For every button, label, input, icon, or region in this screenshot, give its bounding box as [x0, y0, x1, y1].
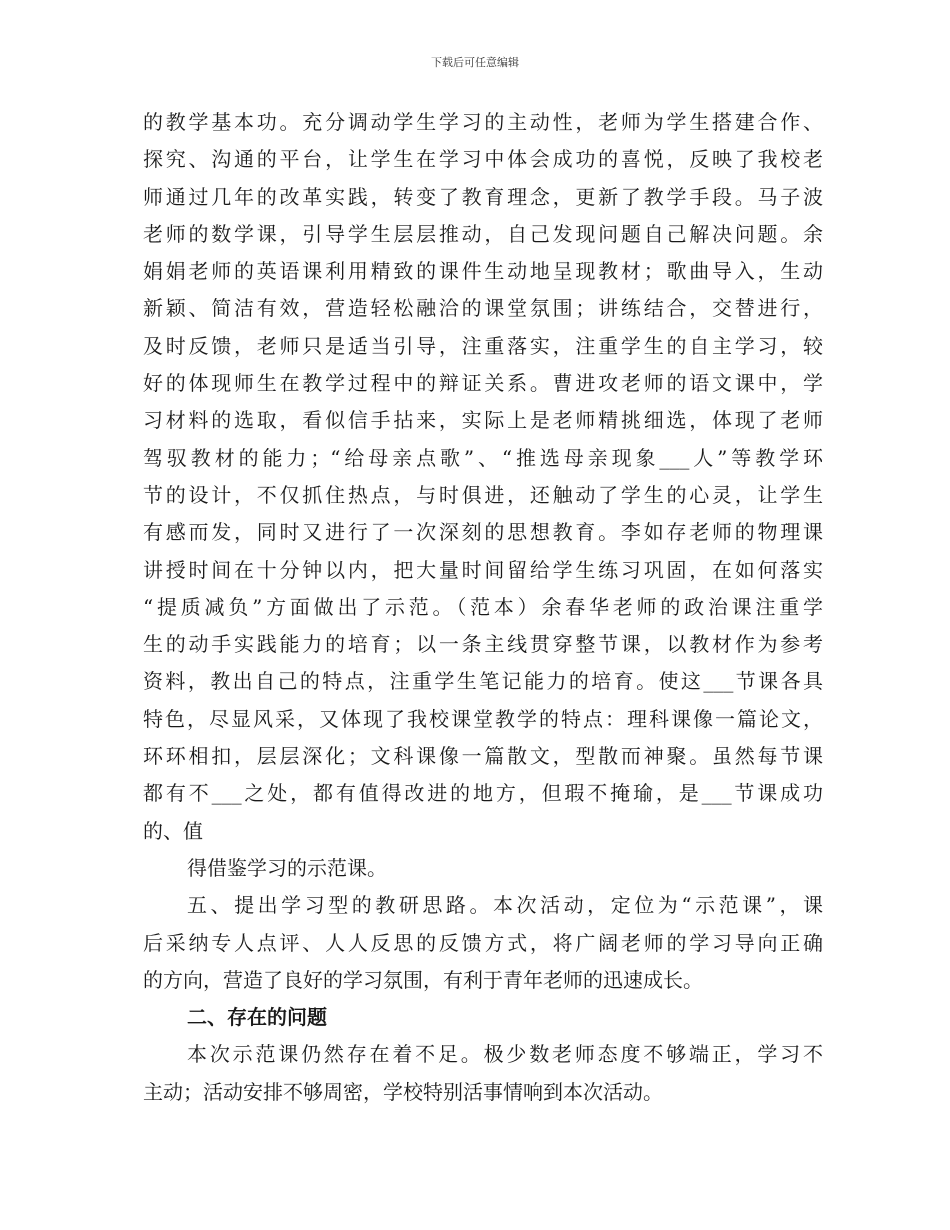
text-line: 生的动手实践能力的培育；以一条主线贯穿整节课，以教材作为参考 — [143, 632, 823, 657]
text-line: 节的设计，不仅抓住热点，与时俱进，还触动了学生的心灵，让学生 — [143, 482, 823, 507]
text-line: 五、提出学习型的教研思路。本次活动，定位为“示范课”，课 — [187, 893, 823, 918]
text-line: “提质减负”方面做出了示范。（范本）余春华老师的政治课注重学 — [143, 594, 823, 619]
text-line: 的方向，营造了良好的学习氛围，有利于青年老师的迅速成长。 — [143, 967, 703, 992]
text-line: 后采纳专人点评、人人反思的反馈方式，将广阔老师的学习导向正确 — [143, 930, 823, 955]
text-line: 讲授时间在十分钟以内，把大量时间留给学生练习巩固，在如何落实 — [143, 557, 823, 582]
paragraph-research-approach — [143, 887, 823, 999]
text-line: 都有不___之处，都有值得改进的地方，但瑕不掩瑜，是___节课成功 — [143, 781, 823, 806]
text-line: 习材料的选取，看似信手拈来，实际上是老师精挑细选，体现了老师 — [143, 408, 823, 433]
text-line: 特色，尽显风采，又体现了我校课堂教学的特点：理科课像一篇论文， — [143, 706, 823, 731]
text-line: 老师的数学课，引导学生层层推动，自己发现问题自己解决问题。余 — [143, 221, 823, 246]
text-line: 新颖、简洁有效，营造轻松融洽的课堂氛围；讲练结合，交替进行， — [143, 296, 823, 321]
text-line: 及时反馈，老师只是适当引导，注重落实，注重学生的自主学习，较 — [143, 333, 823, 358]
text-line: 好的体现师生在教学过程中的辩证关系。曹进攻老师的语文课中，学 — [143, 371, 823, 396]
text-line: 探究、沟通的平台，让学生在学习中体会成功的喜悦，反映了我校老 — [143, 147, 823, 172]
text-line: 驾驭教材的能力；“给母亲点歌”、“推选母亲现象___人”等教学环 — [143, 445, 823, 470]
text-line: 主动；活动安排不够周密，学校特别活事情响到本次活动。 — [143, 1079, 663, 1104]
text-line: 环环相扣，层层深化；文科课像一篇散文，型散而神聚。虽然每节课 — [143, 744, 823, 769]
document-body — [143, 104, 823, 1111]
text-line: 的教学基本功。充分调动学生学习的主动性，老师为学生搭建合作、 — [143, 110, 823, 134]
text-line: 师通过几年的改革实践，转变了教育理念，更新了教学手段。马子波 — [143, 184, 823, 209]
text-line: 资料，教出自己的特点，注重学生笔记能力的培育。使这___节课各具 — [143, 669, 823, 694]
text-line: 得借鉴学习的示范课。 — [187, 855, 387, 880]
page-header: 下载后可任意编辑 — [431, 56, 519, 69]
paragraph-teaching-review — [143, 104, 823, 850]
paragraph-problems — [143, 1036, 823, 1111]
paragraph-demo-class — [143, 850, 823, 887]
text-line: 有感而发，同时又进行了一次深刻的思想教育。李如存老师的物理课 — [143, 520, 823, 545]
section-heading-problems: 二、存在的问题 — [187, 1005, 327, 1030]
text-line: 本次示范课仍然存在着不足。极少数老师态度不够端正，学习不 — [187, 1042, 823, 1067]
text-line: 娟娟老师的英语课利用精致的课件生动地呈现教材；歌曲导入，生动 — [143, 259, 823, 284]
text-line: 的、值 — [143, 818, 203, 843]
